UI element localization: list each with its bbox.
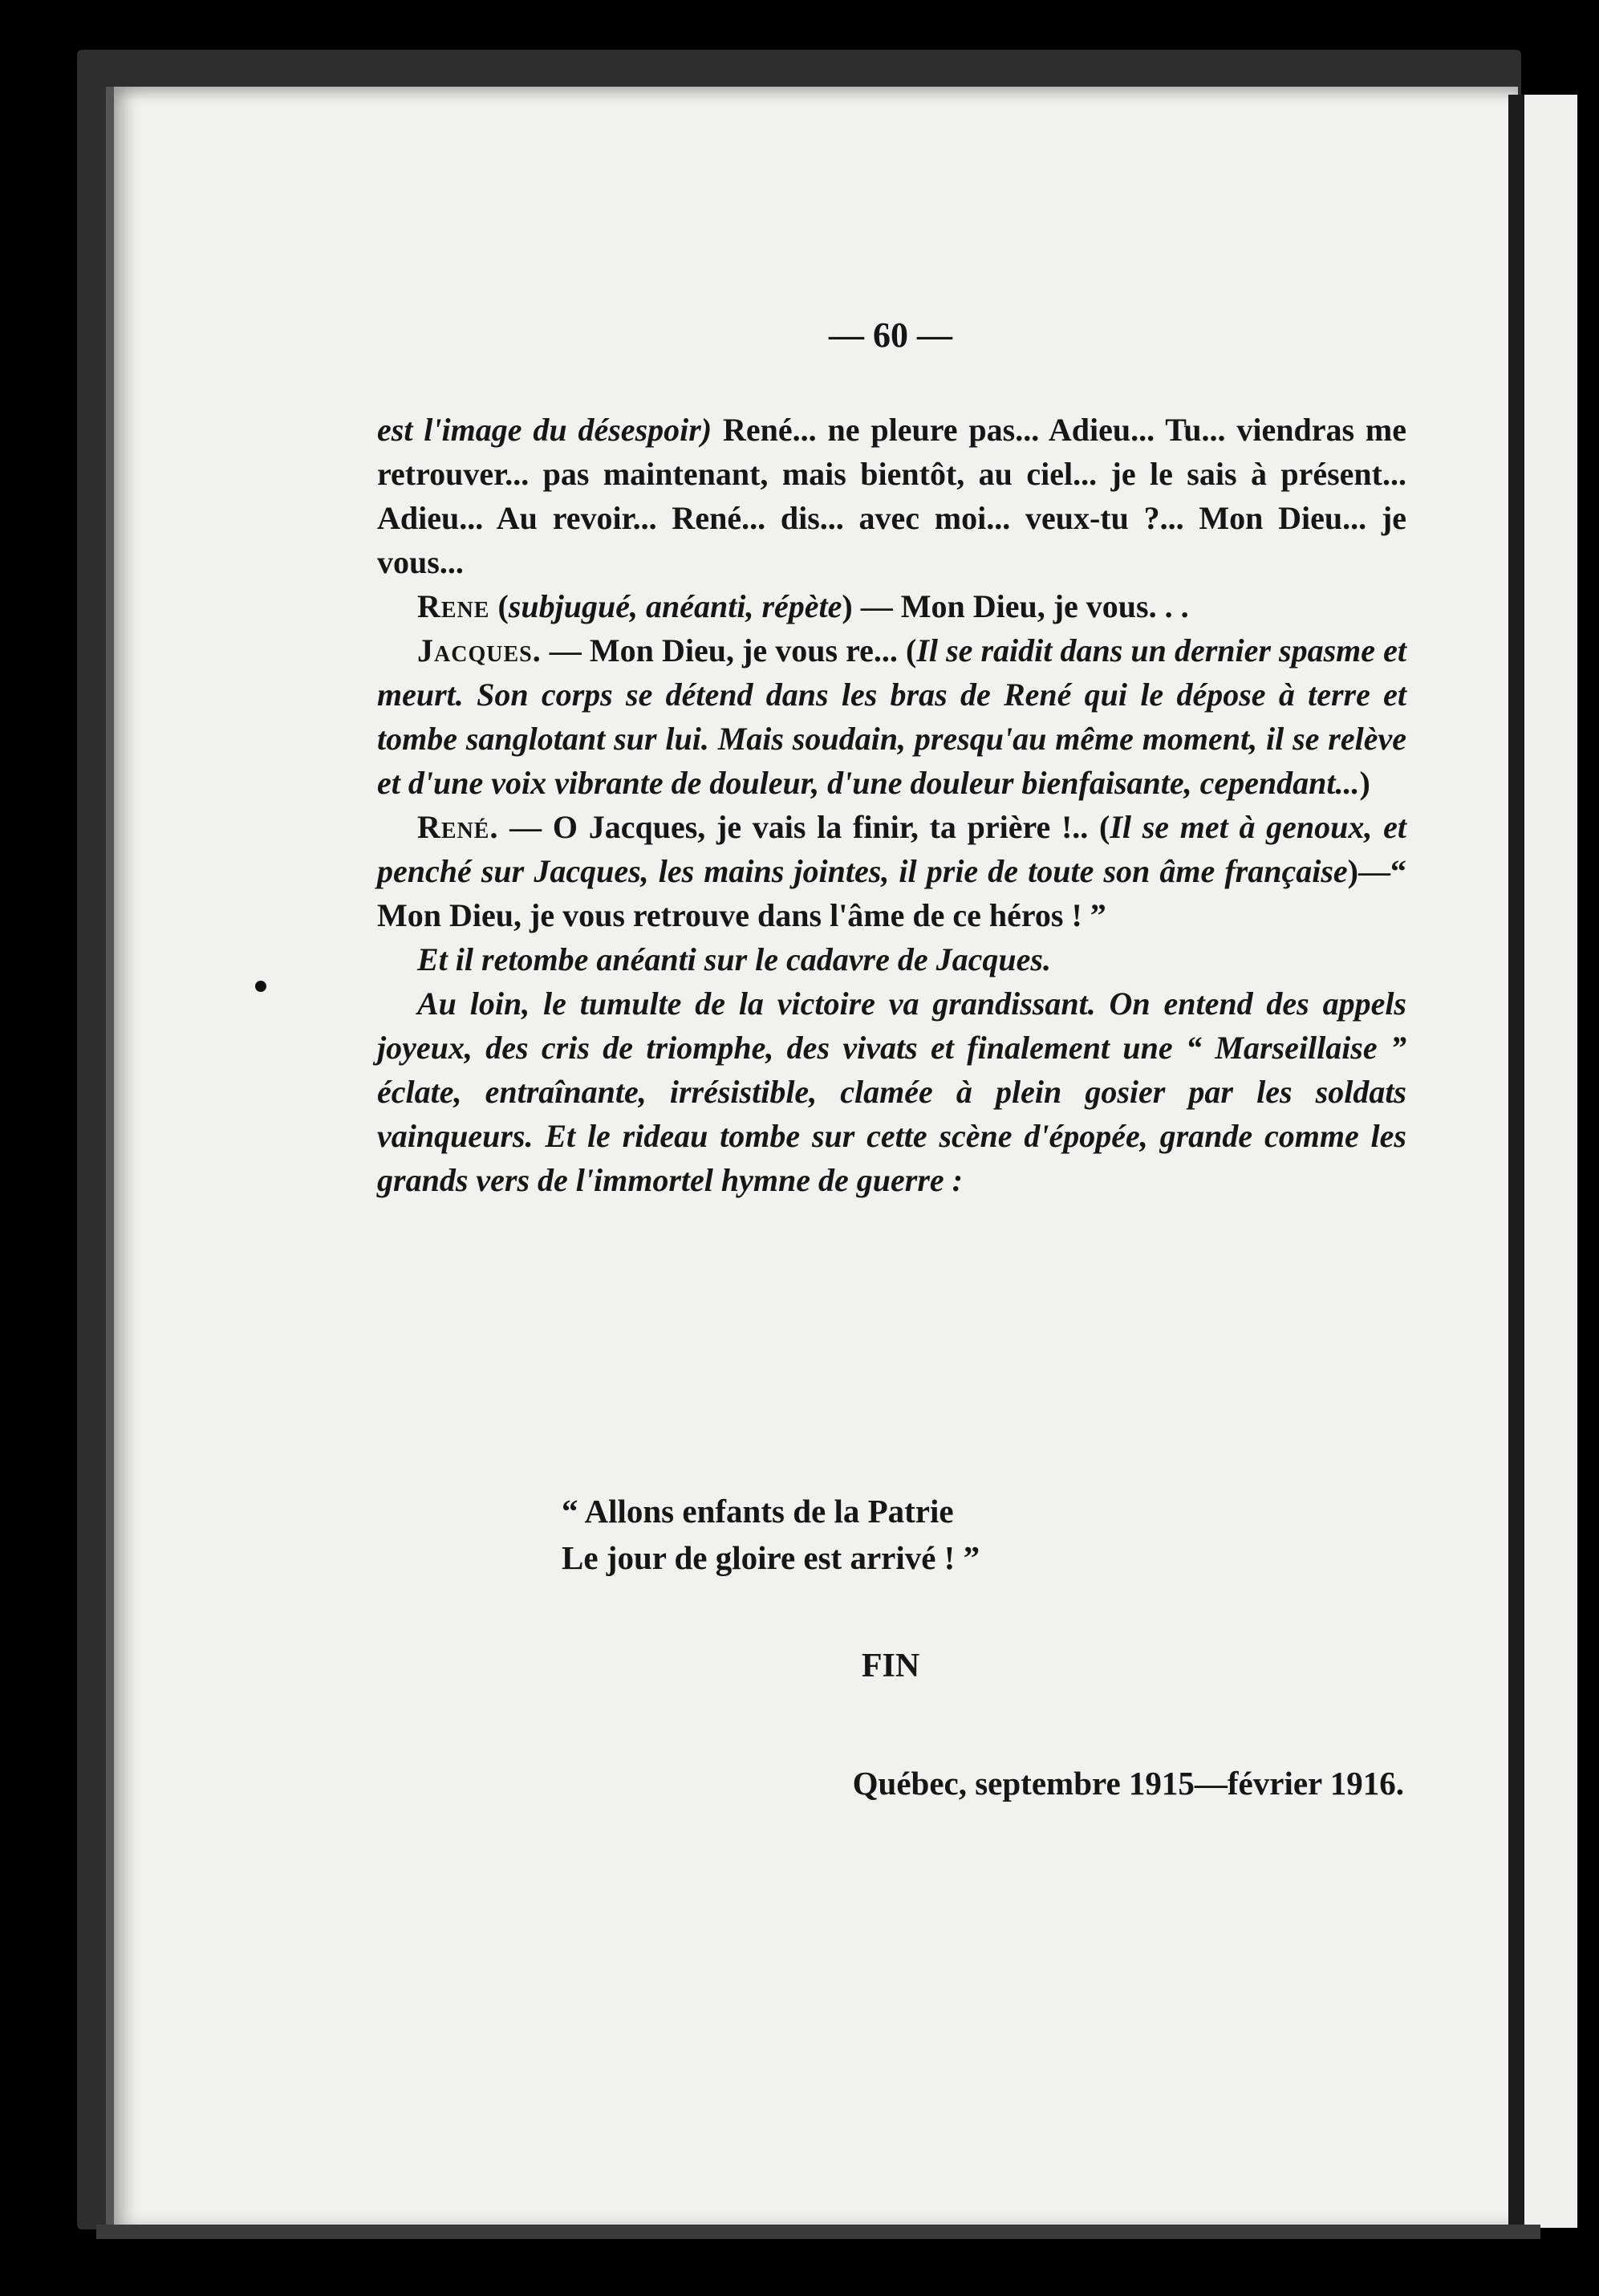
paragraph xyxy=(377,805,1406,937)
end-marker: FIN xyxy=(861,1648,920,1684)
text-run: )—“ Mon Dieu, je vous retrouve dans l'âme de ce héros ! ” xyxy=(377,853,1406,933)
paragraph xyxy=(377,584,1406,628)
verse-quote xyxy=(562,1488,1123,1581)
page-bottom-edge xyxy=(96,2225,1540,2239)
paragraph xyxy=(377,408,1406,584)
text-run: ( xyxy=(489,588,509,624)
text-run: René... ne pleure pas... Adieu... Tu... viendras me retrouver... pas maintenant, mais bientôt, au ciel... je le sais à présent... Adieu... Au revoir... René... dis... avec moi... veux-tu ?... Mon Dieu... je vous... xyxy=(377,412,1407,580)
dateline: Québec, septembre 1915—février 1916. xyxy=(852,1765,1404,1802)
stage-direction: subjugué, anéanti, répète xyxy=(508,588,842,624)
page-number: — 60 — xyxy=(829,315,952,355)
verse-line: “ Allons enfants de la Patrie xyxy=(562,1493,954,1530)
speaker-name: Jacques. xyxy=(417,632,542,668)
text-run: ) xyxy=(1359,765,1370,801)
stage-direction: Il se raidit dans un dernier spasme et meurt. Son corps se détend dans les bras de René qui le dépose à terre et tombe sanglotant sur lui. Mais soudain, presqu'au même moment, il se relève et d'une voix vibrante de douleur, d'une douleur bienfaisante, cependant... xyxy=(377,632,1406,801)
text-run: — Mon Dieu, je vous re... ( xyxy=(541,632,917,668)
body-text xyxy=(377,408,1406,1202)
margin-mark xyxy=(255,981,266,992)
speaker-name: Rene xyxy=(417,588,490,624)
speaker-name: René. xyxy=(417,809,499,845)
paragraph xyxy=(377,937,1406,981)
verse-line: Le jour de gloire est arrivé ! ” xyxy=(562,1539,980,1576)
text-run: — O Jacques, je vais la finir, ta prière !.. ( xyxy=(498,809,1110,845)
paragraph xyxy=(377,628,1406,805)
next-page-edge xyxy=(1508,95,1577,2228)
stage-direction: Au loin, le tumulte de la victoire va grandissant. On entend des appels joyeux, des cris de triomphe, des vivats et finalement une “ Marseillaise ” éclate, entraînante, irrésistible, clamée à plein gosier par les soldats vainqueurs. Et le rideau tombe sur cette scène d'épopée, grande comme les grands vers de l'immortel hymne de guerre : xyxy=(377,985,1406,1198)
text-run: est l'image du désespoir) xyxy=(377,412,712,448)
stage-direction: Et il retombe anéanti sur le cadavre de Jacques. xyxy=(417,941,1051,977)
paragraph xyxy=(377,981,1406,1202)
stage-direction: Il se met à genoux, et penché sur Jacques, les mains jointes, il prie de toute son âme française xyxy=(377,809,1406,889)
text-run: ) — Mon Dieu, je vous. . . xyxy=(842,588,1189,624)
